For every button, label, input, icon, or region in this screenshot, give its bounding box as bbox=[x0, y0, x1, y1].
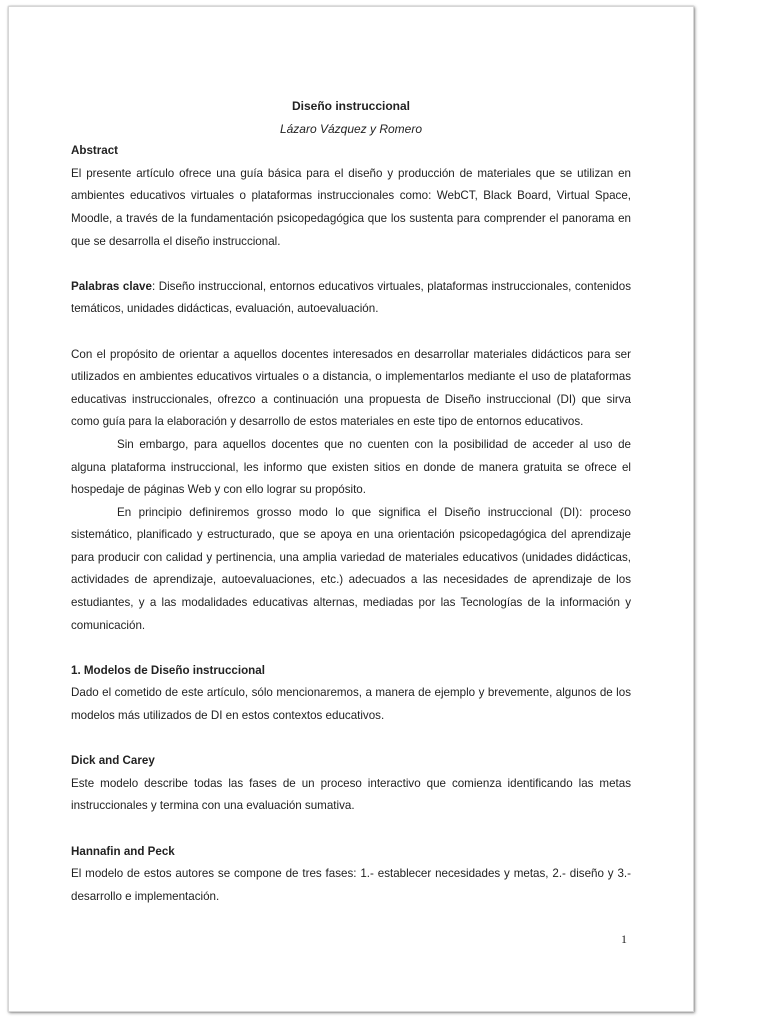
hannafin-peck-text: El modelo de estos autores se compone de tres fases: 1.- establecer necesidades y metas, 2.- diseño y 3.- desarrollo e implementación. bbox=[71, 867, 631, 903]
dick-carey-heading: Dick and Carey bbox=[71, 754, 155, 768]
document-body bbox=[71, 95, 631, 908]
keywords-label: Palabras clave bbox=[71, 279, 152, 293]
keywords-text: : Diseño instruccional, entornos educativos virtuales, plataformas instruccionales, contenidos temáticos, unidades didácticas, evaluación, autoevaluación. bbox=[71, 279, 632, 316]
keywords-paragraph bbox=[71, 276, 631, 321]
spacer bbox=[71, 253, 631, 276]
document-author: Lázaro Vázquez y Romero bbox=[279, 121, 423, 136]
abstract-heading: Abstract bbox=[71, 144, 119, 158]
hannafin-peck-heading: Hannafin and Peck bbox=[71, 844, 175, 858]
section-1-heading: 1. Modelos de Diseño instruccional bbox=[71, 663, 265, 677]
page-number: 1 bbox=[621, 932, 627, 946]
spacer bbox=[71, 637, 631, 660]
dick-carey-text: Este modelo describe todas las fases de un proceso interactivo que comienza identificando las metas instruccionales y termina con una evaluación sumativa. bbox=[71, 776, 631, 813]
document-title: Diseño instruccional bbox=[291, 99, 411, 113]
document-page bbox=[8, 6, 694, 1012]
paragraph-3: En principio definiremos grosso modo lo que significa el Diseño instruccional (DI): proceso sistemático, planificado y estructurado, que se apoya en una orientación psicopedagógica del aprendizaje para producir con calidad y pertinencia, una amplia variedad de materiales educativos (unidades didácticas, actividades de aprendizaje, autoevaluaciones, etc.) adecuados a las necesidades de aprendizaje de los estudiantes, y a las modalidades educativas alternas, mediadas por las Tecnologías de la información y comunicación. bbox=[71, 505, 631, 632]
spacer bbox=[71, 321, 631, 344]
section-1-text: Dado el cometido de este artículo, sólo mencionaremos, a manera de ejemplo y brevemente, algunos de los modelos más utilizados de DI en estos contextos educativos. bbox=[71, 686, 631, 723]
abstract-text: El presente artículo ofrece una guía básica para el diseño y producción de materiales que se utilizan en ambientes educativos virtuales o plataformas instruccionales como: WebCT, Black Board, Virtual Space, Moodle, a través de la fundamentación psicopedagógica que los sustenta para comprender el panorama en que se desarrolla el diseño instruccional. bbox=[71, 166, 631, 248]
paragraph-1: Con el propósito de orientar a aquellos docentes interesados en desarrollar materiales didácticos para ser utilizados en ambientes educativos virtuales o a distancia, o implementarlos mediante el uso de plataformas educativas instruccionales, ofrezco a continuación una propuesta de Diseño instruccional (DI) que sirva como guía para la elaboración y desarrollo de estos materiales en este tipo de entornos educativos. bbox=[71, 347, 631, 429]
paragraph-2: Sin embargo, para aquellos docentes que no cuenten con la posibilidad de acceder al uso de alguna plataforma instruccional, les informo que existen sitios en donde de manera gratuita se ofrece el hospedaje de páginas Web y con ello lograr su propósito. bbox=[71, 437, 631, 497]
spacer bbox=[71, 818, 631, 841]
spacer bbox=[71, 728, 631, 751]
